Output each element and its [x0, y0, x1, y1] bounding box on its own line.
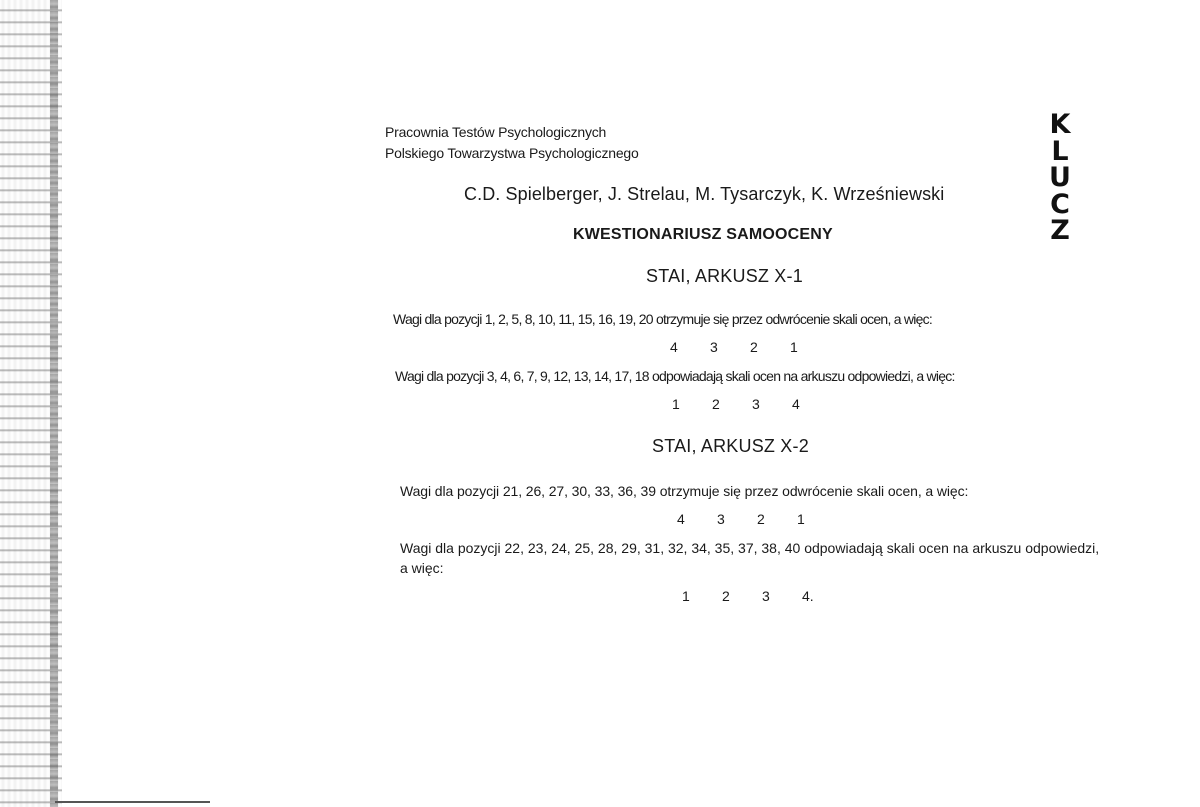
weight-value: 3	[717, 511, 725, 527]
weight-value: 1	[790, 339, 798, 355]
key-letter: U	[1049, 162, 1071, 193]
weight-value: 3	[710, 339, 718, 355]
key-letter: C	[1050, 188, 1070, 220]
reversed-items-text-x2: Wagi dla pozycji 21, 26, 27, 30, 33, 36, 39 otrzymuje się przez odwrócenie skali ocen, a więc:	[400, 483, 969, 499]
weight-value: 1	[682, 588, 690, 604]
reversed-weights-x2	[677, 511, 837, 527]
publisher-block	[385, 122, 639, 164]
publisher-line-2: Polskiego Towarzystwa Psychologicznego	[385, 145, 639, 161]
key-letter: K	[1049, 109, 1071, 140]
direct-weights-x2	[682, 588, 842, 604]
key-letter: Z	[1050, 215, 1070, 246]
direct-weights-x1	[672, 396, 832, 412]
document-title: KWESTIONARIUSZ SAMOOCENY	[573, 226, 833, 243]
key-letter: L	[1051, 135, 1069, 167]
authors: C.D. Spielberger, J. Strelau, M. Tysarczyk, K. Wrześniewski	[464, 184, 945, 204]
direct-items-text-x1: Wagi dla pozycji 3, 4, 6, 7, 9, 12, 13, 14, 17, 18 odpowiadają skali ocen na arkuszu odpowiedzi, a więc:	[395, 368, 955, 384]
weight-value: 2	[750, 339, 758, 355]
weight-value: 4	[670, 339, 678, 355]
bottom-rule	[55, 801, 210, 803]
reversed-items-text-x1: Wagi dla pozycji 1, 2, 5, 8, 10, 11, 15, 16, 19, 20 otrzymuje się przez odwrócenie skali ocen, a więc:	[393, 311, 933, 327]
weight-value: 1	[797, 511, 805, 527]
weight-value: 2	[757, 511, 765, 527]
weight-value: 1	[672, 396, 680, 412]
direct-items-text-x2: Wagi dla pozycji 22, 23, 24, 25, 28, 29, 31, 32, 34, 35, 37, 38, 40 odpowiadają skali ocen na arkuszu odpowiedzi, a więc:	[400, 540, 1100, 576]
scanned-page-edge	[0, 0, 62, 807]
weight-value: 4.	[802, 588, 814, 604]
publisher-line-1: Pracownia Testów Psychologicznych	[385, 124, 607, 140]
key-vertical-label	[1043, 109, 1077, 246]
weight-value: 4	[792, 396, 800, 412]
section-heading-x1: STAI, ARKUSZ X-1	[646, 266, 803, 286]
weight-value: 2	[712, 396, 720, 412]
section-heading-x2: STAI, ARKUSZ X-2	[652, 436, 809, 456]
weight-value: 3	[762, 588, 770, 604]
weight-value: 3	[752, 396, 760, 412]
weight-value: 2	[722, 588, 730, 604]
weight-value: 4	[677, 511, 685, 527]
reversed-weights-x1	[670, 339, 830, 355]
